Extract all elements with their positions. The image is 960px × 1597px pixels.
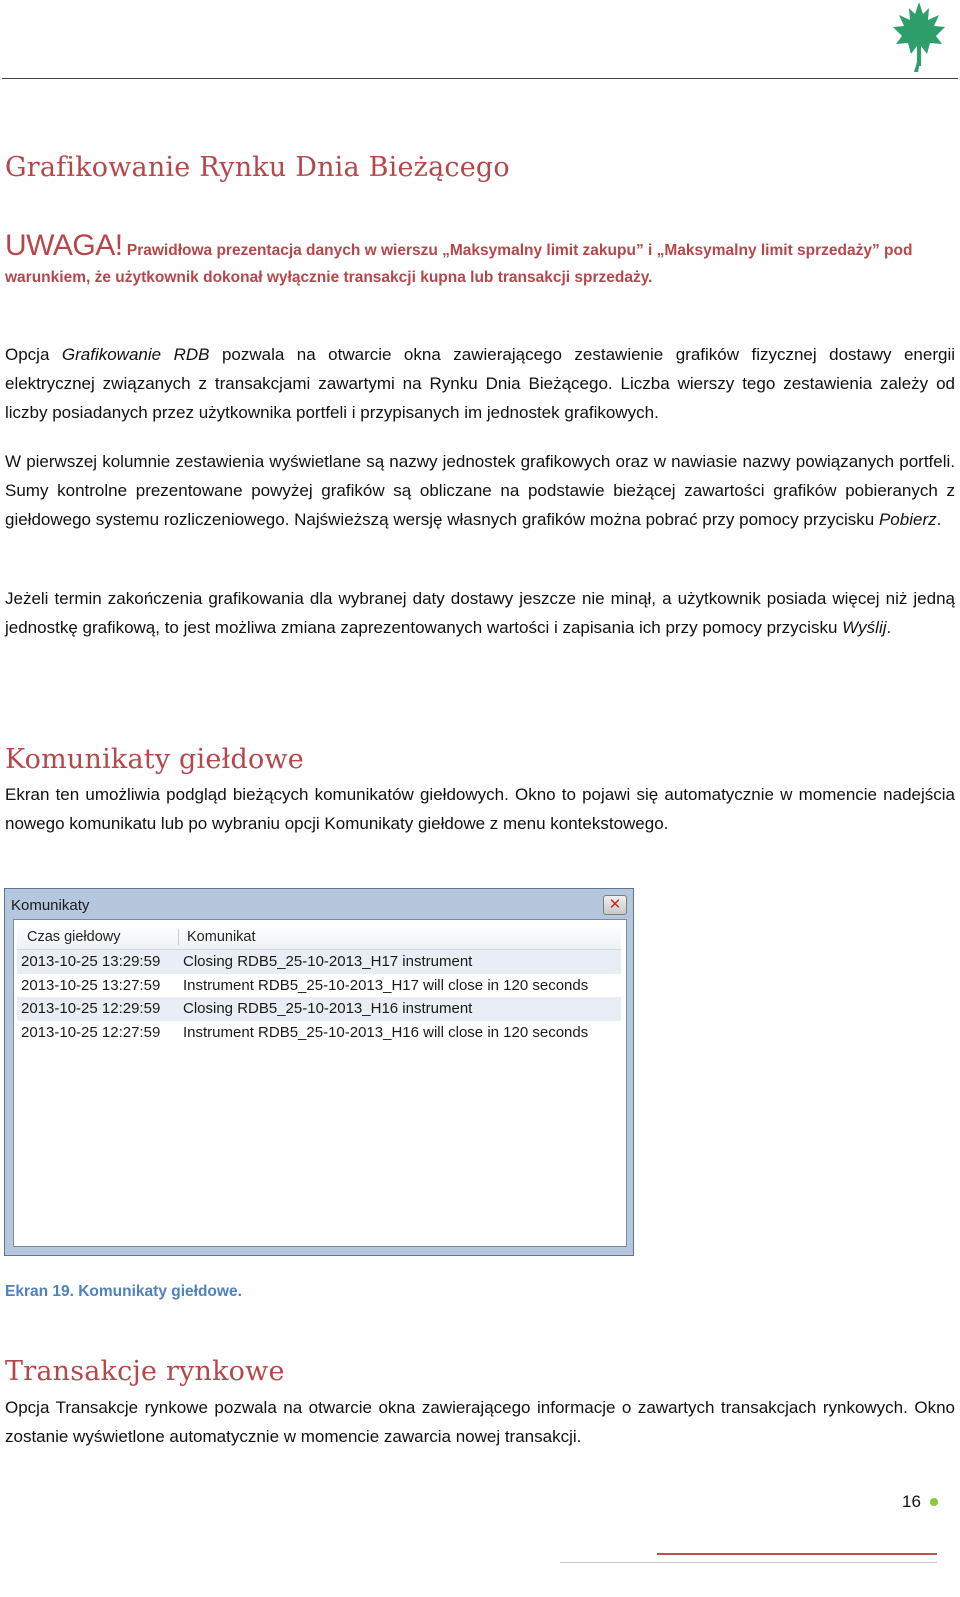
row-time: 2013-10-25 13:29:59 bbox=[21, 953, 161, 970]
messages-list bbox=[13, 919, 627, 1247]
paragraph-transakcje: Opcja Transakcje rynkowe pozwala na otwarcie okna zawierającego informacje o zawartych transakcjach rynkowych. Okno zostanie wyświetlone automatycznie w momencie zawarcia nowej transakcji. bbox=[5, 1398, 955, 1446]
row-message: Closing RDB5_25-10-2013_H16 instrument bbox=[183, 1000, 473, 1017]
table-row[interactable] bbox=[17, 1021, 621, 1045]
paragraph-grafikowanie-intro: Opcja Grafikowanie RDB pozwala na otwarcie okna zawierającego zestawienie grafików fizycznej dostawy energii elektrycznej związanych z transakcjami zawartymi na Rynku Dnia Bieżącego. Liczba wierszy tego zestawienia zależy od liczby posiadanych przez użytkownika portfeli i przypisanych im jednostek grafikowych. bbox=[5, 345, 955, 422]
komunikaty-window bbox=[4, 888, 634, 1256]
paragraph-grafikowanie-columns: W pierwszej kolumnie zestawienia wyświetlane są nazwy jednostek grafikowych oraz w nawiasie nazwy powiązanych portfeli. Sumy kontrolne prezentowane powyżej grafików są obliczane na podstawie bieżącej zawartości grafików pobieranych z giełdowego systemu rozliczeniowego. Najświeższą wersję własnych grafików można pobrać przy pomocy przycisku Pobierz. bbox=[5, 452, 955, 529]
paragraph-komunikaty: Ekran ten umożliwia podgląd bieżących komunikatów giełdowych. Okno to pojawi się automatycznie w momencie nadejścia nowego komunikatu lub po wybraniu opcji Komunikaty giełdowe z menu kontekstowego. bbox=[5, 785, 955, 833]
table-row[interactable] bbox=[17, 997, 621, 1021]
paragraph-grafikowanie-send: Jeżeli termin zakończenia grafikowania dla wybranej daty dostawy jeszcze nie minął, a użytkownik posiada więcej niż jedną jednostkę grafikową, to jest możliwa zmiana zaprezentowanych wartości i zapisania ich przy pomocy przycisku Wyślij. bbox=[5, 589, 955, 637]
warning-text: Prawidłowa prezentacja danych w wierszu „Maksymalny limit zakupu” i „Maksymalny limit sprzedaży” pod warunkiem, że użytkownik dokonał wyłącznie transakcji kupna lub transakcji sprzedaży. bbox=[5, 242, 913, 286]
warning-label: UWAGA! bbox=[5, 229, 123, 262]
page-number-dot bbox=[930, 1498, 938, 1506]
message-rows bbox=[17, 950, 621, 1044]
window-title: Komunikaty bbox=[11, 897, 90, 914]
column-header-message[interactable]: Komunikat bbox=[187, 929, 256, 945]
close-x-icon: ✕ bbox=[608, 896, 622, 913]
table-row[interactable] bbox=[17, 950, 621, 974]
option-name: Grafikowanie RDB bbox=[61, 345, 210, 364]
warning-notice bbox=[5, 229, 955, 291]
footer-rule-grey bbox=[560, 1562, 937, 1563]
list-header bbox=[17, 925, 621, 950]
page-number: 16 bbox=[902, 1492, 921, 1511]
column-separator[interactable] bbox=[178, 929, 179, 945]
row-message: Closing RDB5_25-10-2013_H17 instrument bbox=[183, 953, 473, 970]
row-time: 2013-10-25 12:27:59 bbox=[21, 1023, 161, 1041]
row-time: 2013-10-25 12:29:59 bbox=[21, 1000, 161, 1017]
maple-leaf-icon bbox=[887, 0, 951, 76]
section-heading-komunikaty: Komunikaty giełdowe bbox=[5, 744, 304, 775]
row-message: Instrument RDB5_25-10-2013_H17 will close in 120 seconds bbox=[183, 976, 589, 994]
button-name-pobierz: Pobierz bbox=[878, 510, 937, 529]
header-rule bbox=[2, 78, 958, 79]
section-heading-grafikowanie: Grafikowanie Rynku Dnia Bieżącego bbox=[5, 152, 510, 183]
figure-caption: Ekran 19. Komunikaty giełdowe. bbox=[5, 1283, 242, 1300]
button-name-wyslij: Wyślij bbox=[842, 618, 887, 637]
table-row[interactable] bbox=[17, 974, 621, 998]
section-heading-transakcje: Transakcje rynkowe bbox=[5, 1356, 285, 1387]
close-button[interactable] bbox=[603, 895, 627, 915]
footer-rule-red bbox=[657, 1553, 937, 1555]
row-message: Instrument RDB5_25-10-2013_H16 will close in 120 seconds bbox=[183, 1023, 589, 1041]
row-time: 2013-10-25 13:27:59 bbox=[21, 976, 161, 994]
column-header-time[interactable]: Czas giełdowy bbox=[27, 929, 121, 945]
